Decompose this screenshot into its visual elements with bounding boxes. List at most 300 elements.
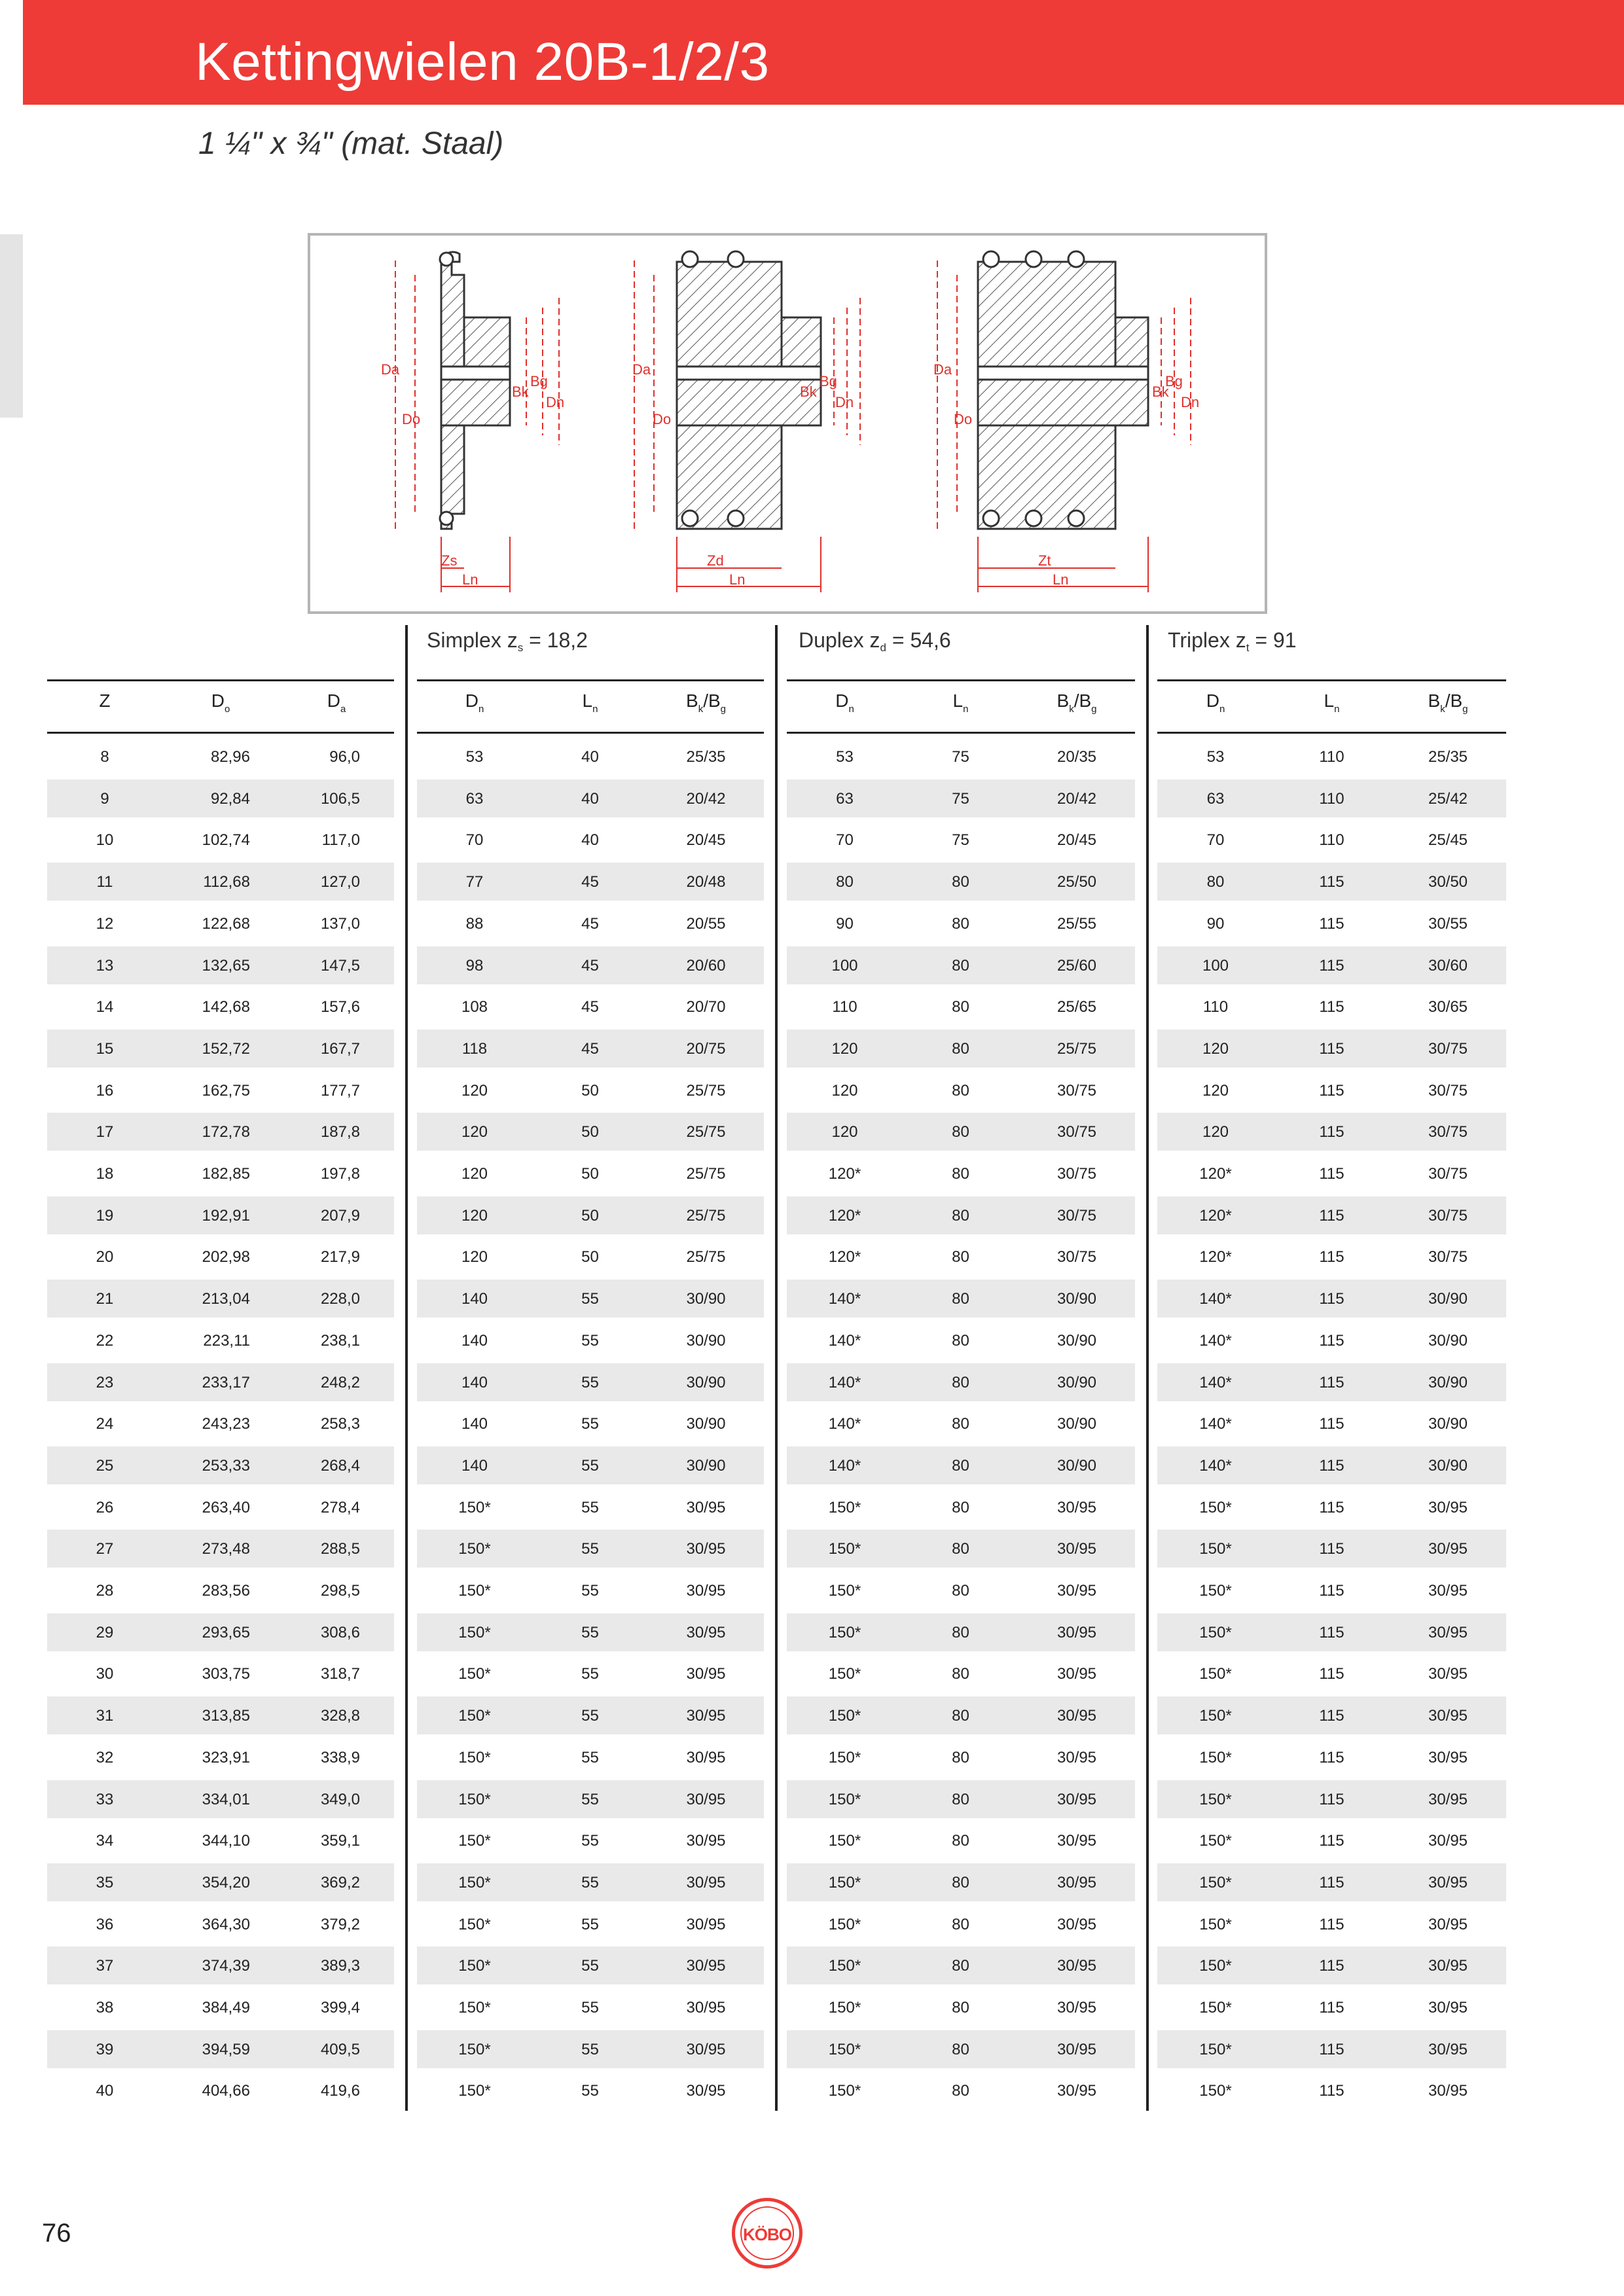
cell-da: 106,5: [320, 789, 360, 808]
cell-do: 344,10: [202, 1832, 250, 1850]
label-dn: Dn: [835, 394, 854, 410]
cell-triplex-bkbg: 30/95: [1428, 2040, 1468, 2058]
cell-triplex-bkbg: 30/95: [1428, 1999, 1468, 2017]
cell-triplex-ln: 115: [1319, 1707, 1344, 1725]
cell-da: 197,8: [320, 1165, 360, 1183]
cell-z: 32: [96, 1748, 114, 1767]
cell-duplex-ln: 80: [952, 1498, 969, 1516]
table-row: [0, 1737, 1624, 1779]
cell-do: 82,96: [210, 748, 250, 766]
cell-do: 192,91: [202, 1206, 250, 1225]
group-simplex: Simplex $z_s = 18,2$: [427, 628, 588, 654]
cell-do: 102,74: [202, 831, 250, 850]
cell-simplex-bkbg: 30/95: [686, 1748, 726, 1767]
col-do: $D_o$: [211, 691, 230, 715]
table-row: [0, 819, 1624, 861]
cell-duplex-ln: 80: [952, 1331, 969, 1350]
group-duplex: Duplex $z_d = 54,6$: [799, 628, 951, 654]
cell-duplex-ln: 75: [952, 789, 969, 808]
cell-duplex-ln: 75: [952, 831, 969, 850]
cell-z: 39: [96, 2040, 114, 2058]
cell-z: 21: [96, 1290, 114, 1308]
page-number: 76: [42, 2219, 71, 2248]
cell-simplex-ln: 55: [581, 1832, 599, 1850]
cell-da: 328,8: [320, 1707, 360, 1725]
cell-duplex-ln: 80: [952, 1748, 969, 1767]
cell-simplex-ln: 55: [581, 1748, 599, 1767]
cell-triplex-bkbg: 30/90: [1428, 1373, 1468, 1391]
cell-simplex-ln: 45: [581, 873, 599, 891]
label-ln: Ln: [729, 571, 746, 588]
cell-duplex-ln: 80: [952, 1623, 969, 1641]
cell-simplex-ln: 55: [581, 1999, 599, 2017]
cell-duplex-ln: 80: [952, 1081, 969, 1100]
cell-do: 152,72: [202, 1039, 250, 1058]
label-do: Do: [653, 411, 672, 427]
cell-duplex-ln: 80: [952, 956, 969, 975]
cell-do: 313,85: [202, 1707, 250, 1725]
cell-da: 308,6: [320, 1623, 360, 1641]
cell-simplex-bkbg: 30/90: [686, 1290, 726, 1308]
cell-triplex-ln: 115: [1319, 1498, 1344, 1516]
cell-simplex-dn: 120: [461, 1081, 488, 1100]
cell-triplex-ln: 115: [1319, 956, 1344, 975]
cell-triplex-dn: 120: [1202, 1081, 1229, 1100]
cell-simplex-dn: 150*: [458, 1540, 491, 1558]
cell-duplex-bkbg: 30/90: [1056, 1456, 1097, 1475]
cell-simplex-dn: 140: [461, 1331, 488, 1350]
cell-duplex-dn: 150*: [828, 1707, 861, 1725]
cell-simplex-dn: 120: [461, 1248, 488, 1266]
cell-triplex-dn: 63: [1206, 789, 1225, 808]
cell-triplex-ln: 115: [1319, 1248, 1344, 1266]
cell-duplex-bkbg: 30/95: [1056, 1832, 1097, 1850]
cell-triplex-bkbg: 30/90: [1428, 1456, 1468, 1475]
cell-duplex-ln: 80: [952, 2082, 969, 2100]
cell-simplex-ln: 55: [581, 1415, 599, 1433]
label-dn: Dn: [1181, 394, 1200, 410]
cell-duplex-dn: 150*: [828, 1665, 861, 1683]
cell-simplex-dn: 150*: [458, 1707, 491, 1725]
cell-duplex-bkbg: 30/95: [1056, 1665, 1097, 1683]
cell-da: 379,2: [320, 1915, 360, 1933]
cell-do: 213,04: [202, 1290, 250, 1308]
cell-triplex-dn: 100: [1202, 956, 1229, 975]
cell-duplex-bkbg: 30/75: [1056, 1123, 1097, 1141]
cell-simplex-bkbg: 20/55: [686, 914, 726, 933]
cell-simplex-dn: 98: [465, 956, 484, 975]
cell-duplex-ln: 80: [952, 1165, 969, 1183]
cell-simplex-dn: 150*: [458, 1832, 491, 1850]
cell-do: 122,68: [202, 914, 250, 933]
cell-triplex-ln: 115: [1319, 1582, 1344, 1600]
cell-triplex-ln: 115: [1319, 1790, 1344, 1808]
cell-z: 12: [96, 914, 114, 933]
cell-do: 364,30: [202, 1915, 250, 1933]
cell-z: 22: [96, 1331, 114, 1350]
header-rule-duplex: [787, 679, 1135, 681]
cell-z: 33: [96, 1790, 114, 1808]
cell-triplex-dn: 120*: [1199, 1248, 1232, 1266]
cell-do: 273,48: [202, 1540, 250, 1558]
cell-duplex-bkbg: 30/95: [1056, 1957, 1097, 1975]
cell-triplex-ln: 115: [1319, 1290, 1344, 1308]
cell-simplex-dn: 150*: [458, 1999, 491, 2017]
cell-simplex-ln: 55: [581, 1582, 599, 1600]
cell-do: 162,75: [202, 1081, 250, 1100]
cell-duplex-bkbg: 30/75: [1056, 1248, 1097, 1266]
col-triplex-bkbg: $B_k/B_g$: [1428, 691, 1468, 715]
cell-simplex-ln: 45: [581, 998, 599, 1016]
cell-simplex-bkbg: 30/90: [686, 1415, 726, 1433]
cell-triplex-ln: 115: [1319, 1456, 1344, 1475]
cell-duplex-dn: 80: [836, 873, 854, 891]
cell-simplex-ln: 55: [581, 1623, 599, 1641]
cell-da: 137,0: [320, 914, 360, 933]
table-row: [0, 778, 1624, 820]
cell-duplex-dn: 150*: [828, 1498, 861, 1516]
cell-simplex-bkbg: 30/95: [686, 1873, 726, 1892]
cell-duplex-dn: 120: [831, 1039, 858, 1058]
cell-duplex-dn: 140*: [828, 1415, 861, 1433]
cell-z: 29: [96, 1623, 114, 1641]
cell-duplex-bkbg: 20/42: [1056, 789, 1097, 808]
cell-do: 334,01: [202, 1790, 250, 1808]
cell-simplex-ln: 50: [581, 1248, 599, 1266]
cell-simplex-bkbg: 30/95: [686, 1999, 726, 2017]
cell-duplex-dn: 140*: [828, 1373, 861, 1391]
cell-do: 172,78: [202, 1123, 250, 1141]
cell-triplex-ln: 115: [1319, 998, 1344, 1016]
cell-z: 13: [96, 956, 114, 975]
label-ln: Ln: [1053, 571, 1069, 588]
cell-simplex-bkbg: 25/35: [686, 748, 726, 766]
cell-triplex-bkbg: 30/95: [1428, 1832, 1468, 1850]
cell-duplex-dn: 140*: [828, 1290, 861, 1308]
cell-do: 283,56: [202, 1582, 250, 1600]
label-da: Da: [933, 361, 952, 378]
table-row: [0, 736, 1624, 778]
label-da: Da: [632, 361, 651, 378]
cell-triplex-dn: 150*: [1199, 1832, 1232, 1850]
cell-do: 354,20: [202, 1873, 250, 1892]
cell-triplex-bkbg: 30/75: [1428, 1081, 1468, 1100]
cell-z: 8: [100, 748, 109, 766]
cell-z: 23: [96, 1373, 114, 1391]
cell-duplex-ln: 80: [952, 1790, 969, 1808]
cell-da: 187,8: [320, 1123, 360, 1141]
cell-triplex-dn: 150*: [1199, 1498, 1232, 1516]
cell-duplex-bkbg: 30/95: [1056, 1540, 1097, 1558]
cell-duplex-bkbg: 30/75: [1056, 1206, 1097, 1225]
table-row: [0, 1195, 1624, 1237]
cell-z: 20: [96, 1248, 114, 1266]
cell-da: 278,4: [320, 1498, 360, 1516]
table-row: [0, 1528, 1624, 1570]
cell-duplex-ln: 80: [952, 1665, 969, 1683]
col-duplex-bkbg: $B_k/B_g$: [1056, 691, 1097, 715]
cell-do: 142,68: [202, 998, 250, 1016]
cell-simplex-dn: 120: [461, 1165, 488, 1183]
sprocket-drawing: [310, 236, 1265, 611]
cell-duplex-bkbg: 20/45: [1056, 831, 1097, 850]
cell-duplex-dn: 120: [831, 1123, 858, 1141]
group-triplex: Triplex $z_t = 91$: [1168, 628, 1297, 654]
col-z: Z: [99, 691, 111, 711]
label-do: Do: [402, 411, 421, 427]
cell-triplex-bkbg: 30/95: [1428, 1748, 1468, 1767]
cell-z: 16: [96, 1081, 114, 1100]
cell-simplex-ln: 50: [581, 1206, 599, 1225]
cell-simplex-ln: 55: [581, 1290, 599, 1308]
cell-triplex-dn: 150*: [1199, 1873, 1232, 1892]
cell-duplex-dn: 150*: [828, 1957, 861, 1975]
cell-do: 223,11: [203, 1331, 250, 1350]
cell-triplex-ln: 115: [1319, 1915, 1344, 1933]
cell-duplex-ln: 80: [952, 1290, 969, 1308]
cell-da: 238,1: [320, 1331, 360, 1350]
cell-triplex-dn: 120: [1202, 1123, 1229, 1141]
cell-simplex-dn: 150*: [458, 2040, 491, 2058]
cell-triplex-ln: 115: [1319, 1540, 1344, 1558]
cell-triplex-dn: 53: [1206, 748, 1225, 766]
cell-z: 11: [96, 873, 113, 891]
table-row: [0, 903, 1624, 945]
cell-duplex-ln: 80: [952, 873, 969, 891]
cell-duplex-bkbg: 30/95: [1056, 2040, 1097, 2058]
cell-duplex-dn: 100: [831, 956, 858, 975]
cell-duplex-ln: 80: [952, 1707, 969, 1725]
header-bottom-simplex: [417, 732, 764, 734]
table-row: [0, 1612, 1624, 1654]
label-bg: Bg: [530, 373, 548, 389]
col-triplex-dn: $D_n$: [1206, 691, 1225, 715]
col-triplex-ln: $L_n$: [1324, 691, 1340, 715]
cell-duplex-dn: 53: [836, 748, 854, 766]
table-row: [0, 1362, 1624, 1404]
cell-simplex-bkbg: 30/95: [686, 1665, 726, 1683]
cell-duplex-bkbg: 25/50: [1056, 873, 1097, 891]
table-row: [0, 861, 1624, 903]
table-row: [0, 1987, 1624, 2029]
cell-simplex-ln: 40: [581, 789, 599, 808]
cell-triplex-bkbg: 30/95: [1428, 1873, 1468, 1892]
cell-simplex-dn: 63: [465, 789, 484, 808]
cell-triplex-bkbg: 30/60: [1428, 956, 1468, 975]
cell-simplex-ln: 55: [581, 1707, 599, 1725]
cell-simplex-dn: 70: [465, 831, 484, 850]
cell-simplex-dn: 150*: [458, 1957, 491, 1975]
cell-triplex-ln: 115: [1319, 873, 1344, 891]
cell-simplex-dn: 120: [461, 1123, 488, 1141]
cell-triplex-ln: 115: [1319, 1039, 1344, 1058]
cell-triplex-dn: 150*: [1199, 1748, 1232, 1767]
cell-simplex-bkbg: 25/75: [686, 1165, 726, 1183]
cell-da: 389,3: [320, 1957, 360, 1975]
cell-duplex-dn: 150*: [828, 1748, 861, 1767]
cell-triplex-bkbg: 30/95: [1428, 1915, 1468, 1933]
cell-simplex-ln: 40: [581, 831, 599, 850]
cell-da: 318,7: [320, 1665, 360, 1683]
cell-duplex-dn: 140*: [828, 1331, 861, 1350]
cell-triplex-dn: 150*: [1199, 1540, 1232, 1558]
cell-da: 207,9: [320, 1206, 360, 1225]
table-row: [0, 1820, 1624, 1862]
cell-triplex-bkbg: 30/55: [1428, 914, 1468, 933]
cell-simplex-dn: 140: [461, 1290, 488, 1308]
table-row: [0, 1487, 1624, 1529]
cell-duplex-dn: 90: [836, 914, 854, 933]
kobo-logo: [732, 2198, 803, 2269]
cell-simplex-bkbg: 20/75: [686, 1039, 726, 1058]
cell-simplex-ln: 55: [581, 1665, 599, 1683]
cell-z: 10: [96, 831, 114, 850]
cell-triplex-dn: 140*: [1199, 1373, 1232, 1391]
cell-z: 17: [96, 1123, 114, 1141]
cell-do: 293,65: [202, 1623, 250, 1641]
cell-triplex-dn: 150*: [1199, 1665, 1232, 1683]
cell-z: 18: [96, 1165, 114, 1183]
cell-simplex-ln: 55: [581, 1790, 599, 1808]
cell-duplex-bkbg: 30/95: [1056, 1498, 1097, 1516]
cell-duplex-dn: 150*: [828, 2082, 861, 2100]
cell-duplex-bkbg: 30/95: [1056, 1790, 1097, 1808]
table-row: [0, 2070, 1624, 2112]
cell-da: 399,4: [320, 1999, 360, 2017]
cell-triplex-dn: 150*: [1199, 1915, 1232, 1933]
cell-triplex-dn: 110: [1202, 998, 1229, 1016]
table-row: [0, 2029, 1624, 2071]
cell-duplex-ln: 80: [952, 1832, 969, 1850]
cell-duplex-ln: 80: [952, 1582, 969, 1600]
cell-triplex-dn: 150*: [1199, 1623, 1232, 1641]
col-duplex-ln: $L_n$: [952, 691, 969, 715]
page-subtitle: 1 ¼" x ¾" (mat. Staal): [198, 126, 504, 161]
cell-simplex-ln: 55: [581, 1373, 599, 1391]
cell-triplex-bkbg: 30/95: [1428, 1540, 1468, 1558]
cell-duplex-ln: 80: [952, 1456, 969, 1475]
label-da: Da: [381, 361, 400, 378]
cell-duplex-ln: 80: [952, 2040, 969, 2058]
cell-simplex-bkbg: 30/95: [686, 1540, 726, 1558]
cell-triplex-bkbg: 30/95: [1428, 1498, 1468, 1516]
cell-simplex-bkbg: 30/90: [686, 1373, 726, 1391]
cell-simplex-bkbg: 30/95: [686, 1957, 726, 1975]
cell-triplex-dn: 150*: [1199, 1957, 1232, 1975]
cell-da: 338,9: [320, 1748, 360, 1767]
cell-simplex-dn: 77: [465, 873, 484, 891]
cell-do: 243,23: [202, 1415, 250, 1433]
cell-duplex-ln: 80: [952, 1873, 969, 1892]
cell-triplex-ln: 115: [1319, 1123, 1344, 1141]
cell-simplex-ln: 55: [581, 1873, 599, 1892]
cell-simplex-bkbg: 20/42: [686, 789, 726, 808]
cell-triplex-ln: 115: [1319, 914, 1344, 933]
cell-simplex-dn: 150*: [458, 1748, 491, 1767]
cell-simplex-dn: 150*: [458, 2082, 491, 2100]
cell-duplex-bkbg: 30/95: [1056, 1623, 1097, 1641]
cell-simplex-bkbg: 25/75: [686, 1248, 726, 1266]
cell-triplex-dn: 150*: [1199, 2082, 1232, 2100]
label-bk: Bk: [800, 384, 817, 400]
cell-duplex-ln: 80: [952, 998, 969, 1016]
page-title: Kettingwielen 20B-1/2/3: [195, 32, 770, 92]
cell-triplex-bkbg: 30/75: [1428, 1165, 1468, 1183]
cell-triplex-dn: 150*: [1199, 1707, 1232, 1725]
cell-do: 132,65: [202, 956, 250, 975]
cell-do: 404,66: [202, 2082, 250, 2100]
cell-da: 147,5: [320, 956, 360, 975]
table-row: [0, 1904, 1624, 1946]
cell-duplex-bkbg: 30/90: [1056, 1290, 1097, 1308]
cell-triplex-ln: 115: [1319, 1957, 1344, 1975]
cell-duplex-bkbg: 30/95: [1056, 1707, 1097, 1725]
cell-duplex-ln: 80: [952, 1373, 969, 1391]
cell-do: 182,85: [202, 1165, 250, 1183]
cell-z: 40: [96, 2082, 114, 2100]
cell-simplex-dn: 108: [461, 998, 488, 1016]
table-row: [0, 1945, 1624, 1987]
cell-duplex-dn: 150*: [828, 2040, 861, 2058]
cell-triplex-bkbg: 30/95: [1428, 1957, 1468, 1975]
col-simplex-dn: $D_n$: [465, 691, 484, 715]
cell-triplex-dn: 150*: [1199, 1582, 1232, 1600]
cell-da: 228,0: [320, 1290, 360, 1308]
cell-simplex-dn: 150*: [458, 1873, 491, 1892]
cell-triplex-ln: 115: [1319, 1165, 1344, 1183]
label-zt: Zt: [1038, 552, 1051, 569]
cell-duplex-dn: 150*: [828, 1540, 861, 1558]
cell-duplex-ln: 80: [952, 1248, 969, 1266]
cell-do: 263,40: [202, 1498, 250, 1516]
cell-da: 167,7: [320, 1039, 360, 1058]
cell-simplex-bkbg: 30/95: [686, 1498, 726, 1516]
cell-duplex-bkbg: 30/75: [1056, 1081, 1097, 1100]
cell-do: 112,68: [203, 873, 250, 891]
cell-duplex-dn: 63: [836, 789, 854, 808]
cell-simplex-bkbg: 30/95: [686, 1832, 726, 1850]
cell-duplex-bkbg: 30/95: [1056, 1748, 1097, 1767]
cell-simplex-ln: 50: [581, 1165, 599, 1183]
cell-triplex-dn: 70: [1206, 831, 1225, 850]
cell-duplex-bkbg: 30/95: [1056, 1582, 1097, 1600]
cell-duplex-bkbg: 30/95: [1056, 2082, 1097, 2100]
cell-da: 177,7: [320, 1081, 360, 1100]
cell-duplex-dn: 150*: [828, 1582, 861, 1600]
cell-triplex-bkbg: 30/95: [1428, 1623, 1468, 1641]
label-bg: Bg: [820, 373, 837, 389]
cell-triplex-ln: 115: [1319, 2040, 1344, 2058]
cell-triplex-dn: 150*: [1199, 1999, 1232, 2017]
table-row: [0, 1779, 1624, 1821]
cell-triplex-dn: 80: [1206, 873, 1225, 891]
cell-duplex-bkbg: 25/65: [1056, 998, 1097, 1016]
cell-da: 409,5: [320, 2040, 360, 2058]
cell-triplex-dn: 140*: [1199, 1290, 1232, 1308]
cell-simplex-dn: 120: [461, 1206, 488, 1225]
sprocket-diagram: [308, 233, 1267, 614]
cell-simplex-bkbg: 20/48: [686, 873, 726, 891]
cell-duplex-ln: 80: [952, 1957, 969, 1975]
cell-duplex-dn: 150*: [828, 1999, 861, 2017]
cell-duplex-dn: 150*: [828, 1873, 861, 1892]
cell-da: 288,5: [320, 1540, 360, 1558]
label-dn: Dn: [546, 394, 565, 410]
header-rule-triplex: [1157, 679, 1506, 681]
cell-duplex-bkbg: 30/90: [1056, 1415, 1097, 1433]
cell-triplex-ln: 110: [1319, 789, 1344, 808]
cell-z: 35: [96, 1873, 114, 1892]
